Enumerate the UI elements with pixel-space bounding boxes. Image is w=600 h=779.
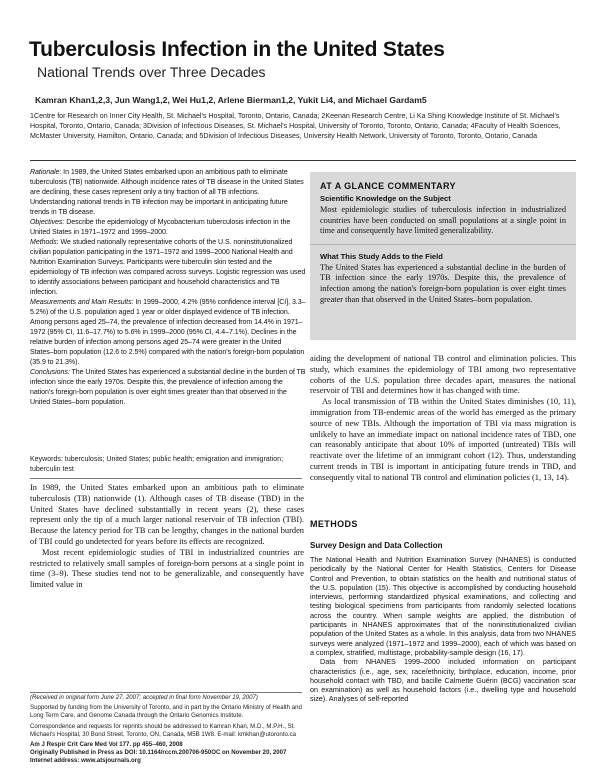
rationale-text: In 1989, the United States embarked upon an ambitious path to eliminate tuberculosis (TB) nationwide. Although incidence rates of TB disease in the United States are declining, these cases represent only a tiny fraction of all TB infections. Understanding national trends in TB infection may be important in anticipating future trends in TB disease.	[30, 169, 304, 216]
results-label: Measurements and Main Results:	[30, 299, 134, 306]
glance-subheading-knowledge: Scientific Knowledge on the Subject	[320, 194, 451, 203]
doi-note: Originally Published in Press as DOI: 10.1164/rccm.200706-950OC on November 20, 2007	[30, 749, 287, 757]
header-divider	[30, 160, 576, 161]
intro-paragraph: Most recent epidemiologic studies of TBI in industrialized countries are restricted to relatively small samples of foreign-born persons at a single point in time (3–9). These studies tend not to be generalizable, and consequently have limited value in	[30, 547, 304, 590]
objectives-label: Objectives:	[30, 219, 65, 226]
abstract-conclusions	[30, 368, 306, 408]
abstract-divider	[30, 478, 302, 479]
intro-paragraph: As local transmission of TB within the United States diminishes (10, 11), immigration from TB-endemic areas of the world has emerged as the primary source of new TBIs. Although the importation of TBI via mass migration is unlikely to have an immediate impact on national incidence rates of TBD, one can reasonably anticipate that about 10% of imported (untreated) TBIs will reactivate over the lifetime of an immigrant cohort (12). Thus, understanding current trends in TBI is important in anticipating future trends in TBD, and consequently vital to national TB control and elimination policies (1, 13, 14).	[310, 397, 576, 482]
conclusions-label: Conclusions:	[30, 369, 70, 376]
glance-text-knowledge: Most epidemiologic studies of tuberculosis infection in industrialized countries have been conducted on small populations at a single point in time and consequently have limited generalizability.	[320, 205, 566, 236]
rationale-label: Rationale:	[30, 169, 62, 176]
footnote-divider	[30, 692, 302, 693]
methods-label: Methods:	[30, 239, 59, 246]
footnotes	[30, 694, 302, 766]
objectives-text: Describe the epidemiology of Mycobacterium tuberculosis infection in the United States in 1971–1972 and 1999–2000.	[30, 219, 291, 236]
article-subtitle: National Trends over Three Decades	[37, 64, 266, 80]
intro-paragraph: aiding the development of national TB control and elimination policies. This study, which examines the epidemiology of TBI among two representative cohorts of the U.S. population three decades apart, measures the national reservoir of TBI and determines how it has changed with time.	[310, 354, 576, 396]
glance-subheading-adds: What This Study Adds to the Field	[320, 251, 443, 261]
methods-text: We studied nationally representative cohorts of the U.S. noninstitutionalized civilian population participating in the 1971–1972 and 1999–2000 National Health and Nutrition Examination Surveys. Participants were tuberculin skin tested and the epidemiology of TB infection was compared across surveys. Logistic regression was used to identify associations between participant and household characteristics and TB infection.	[30, 239, 306, 296]
methods-paragraph: The National Health and Nutrition Examination Survey (NHANES) is conducted periodically by the National Center for Health Statistics, Centers for Disease Control and Prevention, to obtain statistics on the health and nutritional status of the U.S. population (15). This objective is accomplished by conducting household interviews, performing standardized physical examinations, and collecting and testing biological specimens from participants from randomly selected locations across the country. When sample weights are applied, the distribution of participants in NHANES approximates that of the noninstitutionalized civilian population of the United States as a whole. In this analysis, data from two NHANES surveys were analyzed (1971–1972 and 1999–2000), each of which was based on a complex, stratified, multistage, probability-sample design (16, 17).	[310, 555, 576, 657]
at-a-glance-box	[310, 172, 576, 340]
abstract	[30, 168, 306, 408]
methods-body	[310, 555, 576, 704]
received-dates: (Received in original form June 27, 2007; accepted in final form November 19, 2007)	[30, 694, 258, 701]
abstract-objectives	[30, 218, 306, 238]
journal-citation: Am J Respir Crit Care Med Vol 177. pp 455–460, 2008	[30, 741, 183, 749]
author-list: Kamran Khan1,2,3, Jun Wang1,2, Wei Hu1,2, Arlene Bierman1,2, Yukit Li4, and Michael Gardam5	[35, 95, 427, 105]
glance-heading: AT A GLANCE COMMENTARY	[320, 181, 456, 191]
funding-note: Supported by funding from the University of Toronto, and in part by the Ontario Ministry of Health and Long Term Care, and Genome Canada through the Ontario Genomics Institute.	[30, 704, 302, 720]
correspondence-note: Correspondence and requests for reprints should be addressed to Kamran Khan, M.D., M.P.H., St. Michael's Hospital, 30 Bond Street, Toronto, ON, Canada, M5B 1W8. E-mail: kmkhan@utoronto.ca	[30, 722, 297, 738]
abstract-methods	[30, 238, 306, 298]
intro-left-column	[30, 483, 304, 591]
results-text: In 1999–2000, 4.2% (95% confidence interval [CI], 3.3–5.2%) of the U.S. population aged 1 year or older displayed evidence of TB infection. Among persons aged 25–74, the prevalence of infection decreased from 14.4% in 1971–1972 (95% CI, 11.6–17.7%) to 5.6% in 1999–2000 (95% CI, 4.4–7.1%). Declines in the relative burden of infection among persons aged 25–74 were greater in the United States–born population (12.6 to 2.5%) compared with the nation's foreign-born population (35.9 to 21.3%).	[30, 299, 306, 366]
methods-heading: METHODS	[310, 519, 358, 529]
glance-text-adds: The United States has experienced a substantial decline in the burden of TB infection since the early 1970s. Despite this, the prevalence of infection among the nation's foreign-born population is over eight times greater than that observed in the United States–born population.	[320, 262, 566, 304]
intro-paragraph: In 1989, the United States embarked upon an ambitious path to eliminate tuberculosis (TB) nationwide (1). Although cases of TB disease (TBD) in the United States have declined substantially in recent years (2), these cases represent only the tip of a much larger national reservoir of TB infection (TBI). Because the latency period for TB can be lengthy, changes in the national burden of TBI could go undetected for years before its effects are recognized.	[30, 483, 304, 546]
methods-paragraph: Data from NHANES 1999–2000 included information on participant characteristics (i.e., age, sex, race/ethnicity, birthplace, education, income, prior household contact with TBD, and bacille Calmette Guérin (BCG) vaccination scar on examination) as well as household factors (i.e., dwelling type and household size). Analyses of self-reported	[310, 657, 576, 704]
survey-design-heading: Survey Design and Data Collection	[310, 541, 443, 550]
keywords: Keywords: tuberculosis; United States; public health; emigration and immigration; tuberculin test	[30, 456, 284, 473]
abstract-rationale	[30, 168, 306, 218]
affiliations: 1Centre for Research on Inner City Health, St. Michael's Hospital, Toronto, Ontario, Canada; 2Keenan Research Centre, Li Ka Shing Knowledge Institute of St. Michael's Hospital, Toronto, Ontario, Canada; 3Division of Infectious Diseases, St. Michael's Hospital, University of Toronto, Toronto, Ontario, Canada; 4Faculty of Health Sciences, McMaster University, Hamilton, Ontario, Canada; and 5Division of Infectious Diseases, University Health Network, University of Toronto, Toronto, Ontario, Canada	[30, 112, 561, 141]
internet-address: Internet address: www.atsjournals.org	[30, 757, 141, 765]
conclusions-text: The United States has experienced a substantial decline in the burden of TB infection since the early 1970s. Despite this, the prevalence of infection among the nation's foreign-born population is over eight times greater than that observed in the United States–born population.	[30, 369, 306, 406]
intro-right-column	[310, 354, 576, 484]
abstract-results	[30, 298, 306, 368]
glance-separator	[310, 244, 576, 245]
article-title: Tuberculosis Infection in the United States	[29, 38, 445, 61]
